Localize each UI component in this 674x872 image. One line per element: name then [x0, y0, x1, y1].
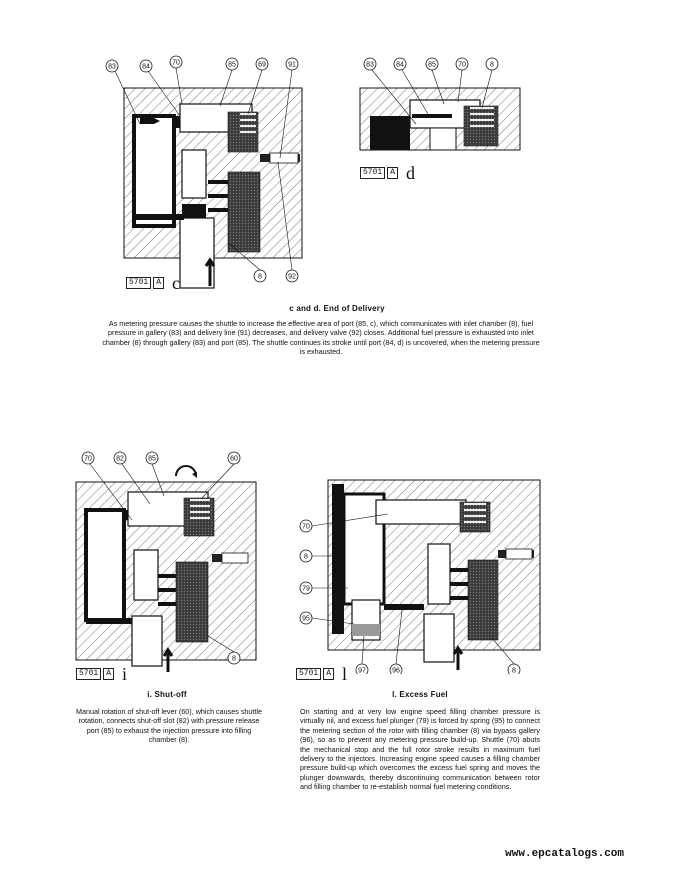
- figure-c-callout: 85: [228, 61, 236, 69]
- figure-d-code: [360, 164, 415, 182]
- figure-c-callout: 70: [172, 59, 180, 67]
- figure-c-callout: 84: [142, 63, 150, 71]
- figure-l-callout: 97: [358, 667, 366, 674]
- figure-l-callout: 95: [302, 615, 310, 623]
- section-text-excess-fuel: On starting and at very low engine speed filling chamber pressure is virtually nil, and excess fuel plunger (79) is forced by spring (95) to connect the metering section of the rotor with filling chamber (8) via bypass gallery (96), so as to prevent any metering pressure build-up. Shuttle (70) abuts the mechanical stop and the full rotor stroke results in maximum fuel delivery to the injectors. Increasing engine speed causes a filling chamber pressure build-up which overcomes the excess fuel spring and moves the plunger downwards, thereby discontinuing communication between rotor and filling chamber to re-establish normal fuel metering conditions.: [300, 707, 540, 792]
- figure-letter: l: [342, 664, 348, 684]
- figure-l-callout: 8: [512, 667, 516, 674]
- figure-i-callout: 60: [230, 455, 238, 463]
- figure-code-number: 5701: [126, 277, 151, 289]
- section-heading-end-of-delivery: c and d. End of Delivery: [289, 304, 385, 313]
- figure-d-callout: 85: [428, 61, 436, 69]
- section-text-end-of-delivery: As metering pressure causes the shuttle to increase the effective area of port (85, c), which communicates with inlet chamber (8), fuel pressure in gallery (83) and delivery line (91) decreases, and delivery valve (92) closes. Additional fuel pressure is exhausted into inlet chamber (8) through gallery (83) and port (85). The shuttle continues its stroke until port (84, d) is uncovered, when the metering pressure is exhausted.: [102, 319, 540, 357]
- figure-letter: i: [122, 664, 128, 684]
- section-heading-excess-fuel: l. Excess Fuel: [392, 690, 448, 699]
- figure-d-callout: 70: [458, 61, 466, 69]
- figure-i-callout: 85: [148, 455, 156, 463]
- figure-c-code: [126, 274, 180, 292]
- figure-i-callout: 82: [116, 455, 124, 463]
- figure-code-number: 5701: [360, 167, 385, 179]
- figure-letter: c: [172, 273, 181, 293]
- figure-d-callout: 8: [490, 61, 494, 69]
- figure-code-box: A: [323, 668, 334, 680]
- figure-code-box: A: [153, 277, 164, 289]
- figure-l-code: [296, 665, 347, 683]
- figure-l-callout: 96: [392, 667, 400, 674]
- figure-code-number: 5701: [76, 668, 101, 680]
- figure-code-box: A: [387, 167, 398, 179]
- figure-letter: d: [406, 163, 416, 183]
- figure-d-diagram: [352, 54, 532, 164]
- figure-l-callout: 8: [304, 553, 308, 561]
- figure-i-code: [76, 665, 127, 683]
- footer-website-link[interactable]: www.epcatalogs.com: [505, 848, 624, 860]
- figure-d-callout: 84: [396, 61, 404, 69]
- section-heading-shut-off: i. Shut-off: [147, 690, 187, 699]
- figure-l-callout: 70: [302, 523, 310, 531]
- figure-d-callout: 83: [366, 61, 374, 69]
- figure-c-diagram: [100, 54, 310, 294]
- figure-code-box: A: [103, 668, 114, 680]
- section-text-shut-off: Manual rotation of shut-off lever (60), which causes shuttle rotation, connects shut-off slot (82) with pressure release port (85) to exhaust the injection pressure into filling chamber (8).: [75, 707, 263, 745]
- figure-c-callout: 83: [108, 63, 116, 71]
- figure-c-callout: 8: [258, 273, 262, 281]
- figure-i-callout: 70: [84, 455, 92, 463]
- figure-c-callout: 69: [258, 61, 266, 69]
- figure-l-diagram: [292, 474, 542, 674]
- figure-l-callout: 79: [302, 585, 310, 593]
- figure-c-callout: 91: [288, 61, 296, 69]
- figure-i-diagram: [72, 446, 262, 674]
- figure-code-number: 5701: [296, 668, 321, 680]
- figure-c-callout: 92: [288, 273, 296, 281]
- figure-i-callout: 8: [232, 655, 236, 663]
